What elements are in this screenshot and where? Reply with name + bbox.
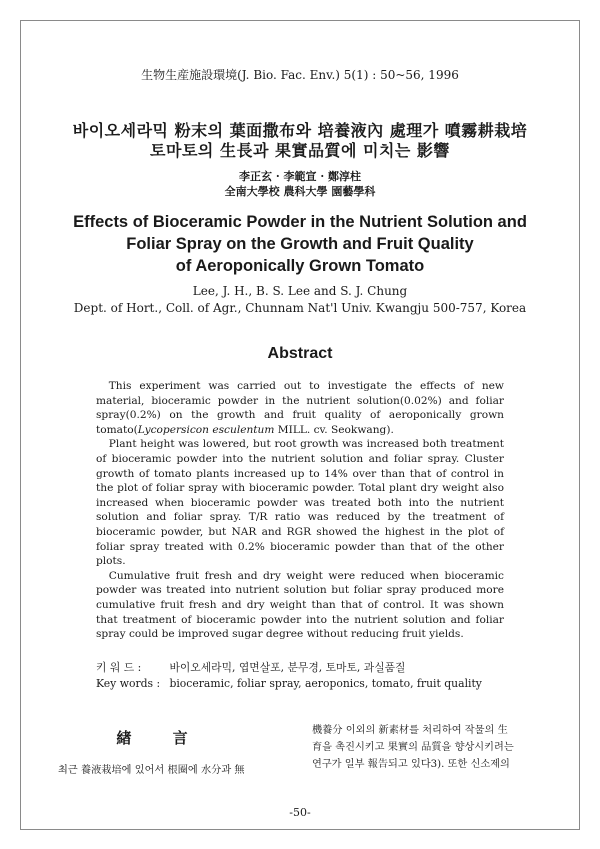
english-keywords-label: Key words : (96, 677, 161, 690)
intro-right-line-1: 機養分 이외의 新素材를 처리하여 작물의 生 (312, 725, 508, 736)
abstract-paragraph-3: Cumulative fruit fresh and dry weight were reduced when bioceramic powder was treated into nutrient solution but foliar spray produced more cumulative fruit fresh and dry weight than that of control. It was shown that treatment of bioceramic powder into the nutrient solution and foliar spray could be improved sugar degree without reducing fruit yields. (96, 569, 504, 641)
english-keywords (96, 677, 516, 690)
english-authors: Lee, J. H., B. S. Lee and S. J. Chung (192, 284, 408, 298)
intro-right-line-3: 연구가 일부 報告되고 있다3). 또한 신소제의 (312, 759, 510, 770)
intro-left-column: 최근 養液栽培에 있어서 根圈에 水分과 無 (58, 765, 245, 776)
abstract-p1-tail: MILL. cv. Seokwang). (274, 423, 394, 436)
intro-right-line-2: 育을 촉진시키고 果實의 品質을 향상시키려는 (312, 742, 514, 753)
korean-title-line-1: 바이오세라믹 粉末의 葉面撒布와 培養液內 處理가 噴霧耕栽培 (72, 121, 528, 140)
english-title-line-3: of Aeroponically Grown Tomato (175, 257, 425, 275)
intro-right-column (312, 722, 552, 773)
introduction-heading: 緖 言 (116, 729, 206, 747)
korean-title-line-2: 토마토의 生長과 果實品質에 미치는 影響 (150, 141, 450, 160)
abstract-paragraph-2: Plant height was lowered, but root growth was increased both treatment of bioceramic powder into the nutrient solution and foliar spray. Cluster growth of tomato plants increased up to 14% over than that of control in the plot of foliar spray with bioceramic powder. Total plant dry weight also increased when bioceramic powder was treated both into the nutrient solution and foliar spray. T/R ratio was reduced by the treatment of bioceramic powder, but NAR and RGR showed the highest in the plot of foliar spray treated with 0.2% bioceramic powder than that of the other plots. (96, 438, 504, 568)
korean-keywords-value: 바이오세라믹, 엽면살포, 분무경, 토마토, 과실품질 (169, 661, 406, 674)
english-title-line-1: Effects of Bioceramic Powder in the Nutrient Solution and (73, 213, 527, 231)
english-affiliation: Dept. of Hort., Coll. of Agr., Chunnam Nat'l Univ. Kwangju 500-757, Korea (73, 301, 527, 315)
korean-affiliation: 全南大學校 農科大學 園藝學科 (224, 185, 376, 198)
journal-citation: 生物生産施設環境(J. Bio. Fac. Env.) 5(1) : 50~56, 1996 (141, 68, 459, 82)
korean-keywords-label: 키 워 드 : (96, 661, 142, 674)
page-number: -50- (289, 806, 311, 819)
abstract-heading: Abstract (267, 345, 333, 362)
english-keywords-value: bioceramic, foliar spray, aeroponics, tomato, fruit quality (169, 677, 482, 690)
korean-authors: 李正玄 · 李範宣 · 鄭淳柱 (239, 170, 361, 183)
species-name: Lycopersicon esculentum (137, 423, 275, 436)
abstract-paragraph-1 (96, 379, 504, 437)
abstract-p1-text: This experiment was carried out to investigate the effects of new material, bioceramic powder in the nutrient solution(0.02%) and foliar spray(0.2%) on the growth and fruit quality of aeroponically grown tomato( (96, 380, 504, 436)
english-title-line-2: Foliar Spray on the Growth and Fruit Quality (126, 235, 474, 253)
korean-keywords (96, 660, 516, 675)
abstract-body (96, 379, 504, 642)
